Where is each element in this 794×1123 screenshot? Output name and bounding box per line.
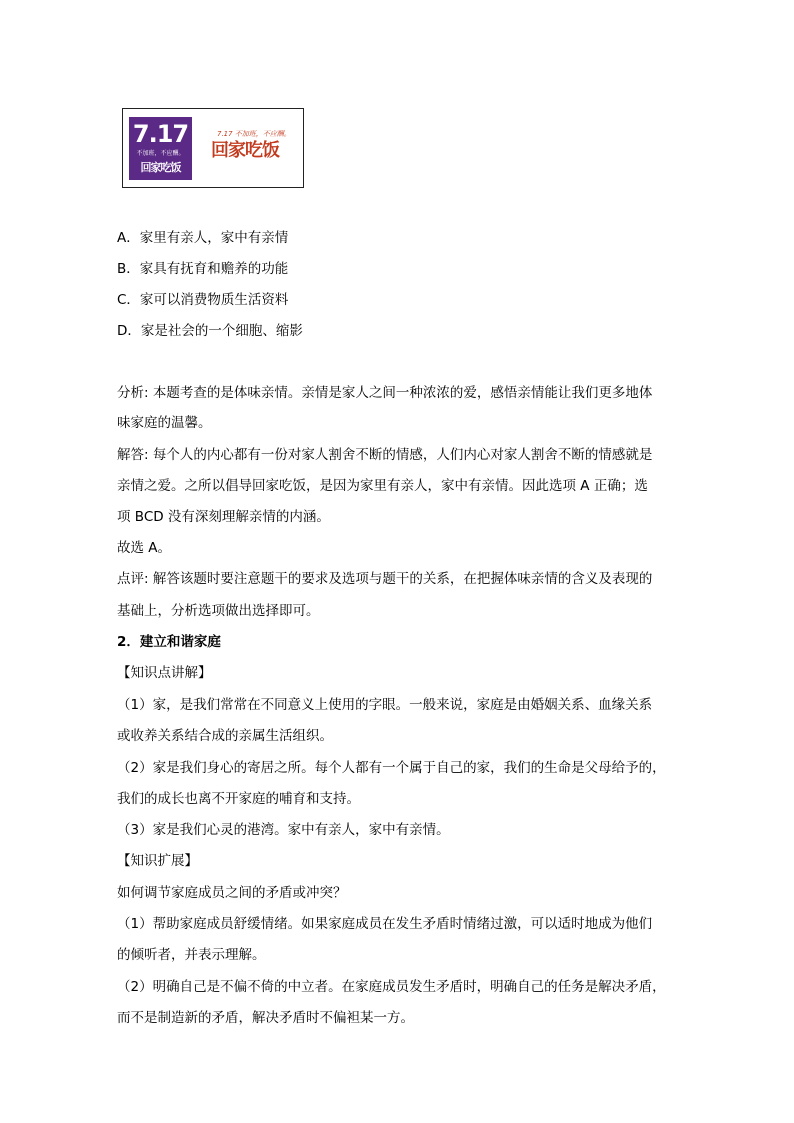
extension-heading: 【知识扩展】 (117, 853, 198, 869)
answer-line-1: 解答: 每个人的内心都有一份对家人割舍不断的情感，人们内心对家人割舍不断的情感就是 (117, 447, 653, 463)
knowledge-line-2: 或收养关系结合成的亲属生活组织。 (117, 728, 333, 744)
knowledge-line-4: 我们的成长也离不开家庭的哺育和支持。 (117, 791, 360, 807)
final-choice: 故选 A。 (117, 540, 172, 556)
logo-right-mark: 回家吃饭 (211, 140, 279, 161)
logo-square-mark: 回家吃饭 (140, 161, 181, 174)
section-title: 2．建立和谐家庭 (117, 634, 221, 650)
logo-right-tagline: 7.17 不加班，不应酬。 (217, 130, 291, 138)
extension-question: 如何调节家庭成员之间的矛盾或冲突？ (117, 885, 347, 901)
option-d: D．家是社会的一个细胞、缩影 (117, 323, 303, 339)
knowledge-line-1: （1）家，是我们常常在不同意义上使用的字眼。一般来说，家庭是由婚姻关系、血缘关系 (117, 697, 653, 713)
knowledge-line-5: （3）家是我们心灵的港湾。家中有亲人，家中有亲情。 (117, 822, 450, 838)
answer-line-3: 项 BCD 没有深刻理解亲情的内涵。 (117, 509, 330, 525)
option-c: C．家可以消费物质生活资料 (117, 292, 289, 308)
logo-square-date: 7.17 (132, 120, 189, 148)
option-b: B．家具有抚育和赡养的功能 (117, 261, 289, 277)
extension-line-1: （1）帮助家庭成员舒缓情绪。如果家庭成员在发生矛盾时情绪过激，可以适时地成为他们 (117, 916, 653, 932)
extension-line-4: 而不是制造新的矛盾，解决矛盾时不偏袒某一方。 (117, 1010, 414, 1026)
comment-line-1: 点评: 解答该题时要注意题干的要求及选项与题干的关系，在把握体味亲情的含义及表现的 (117, 571, 653, 587)
extension-line-2: 的倾听者，并表示理解。 (117, 947, 266, 963)
analysis-line-2: 味家庭的温馨。 (117, 415, 212, 431)
logo-purple-square (129, 117, 192, 180)
comment-line-2: 基础上，分析选项做出选择即可。 (117, 603, 320, 619)
extension-line-3: （2）明确自己是不偏不倚的中立者。在家庭成员发生矛盾时，明确自己的任务是解决矛盾， (117, 979, 666, 995)
knowledge-heading: 【知识点讲解】 (117, 665, 212, 681)
analysis-line-1: 分析: 本题考查的是体味亲情。亲情是家人之间一种浓浓的爱，感悟亲情能让我们更多地体 (117, 385, 653, 401)
knowledge-line-3: （2）家是我们身心的寄居之所。每个人都有一个属于自己的家，我们的生命是父母给予的， (117, 760, 666, 776)
option-a: A．家里有亲人，家中有亲情 (117, 230, 289, 246)
campaign-logo-image (122, 108, 304, 188)
logo-square-slogan: 不加班，不应酬。 (136, 150, 185, 157)
answer-line-2: 亲情之爱。之所以倡导回家吃饭，是因为家里有亲人，家中有亲情。因此选项 A 正确；选 (117, 478, 648, 494)
logo-right-wordmark (211, 129, 303, 169)
